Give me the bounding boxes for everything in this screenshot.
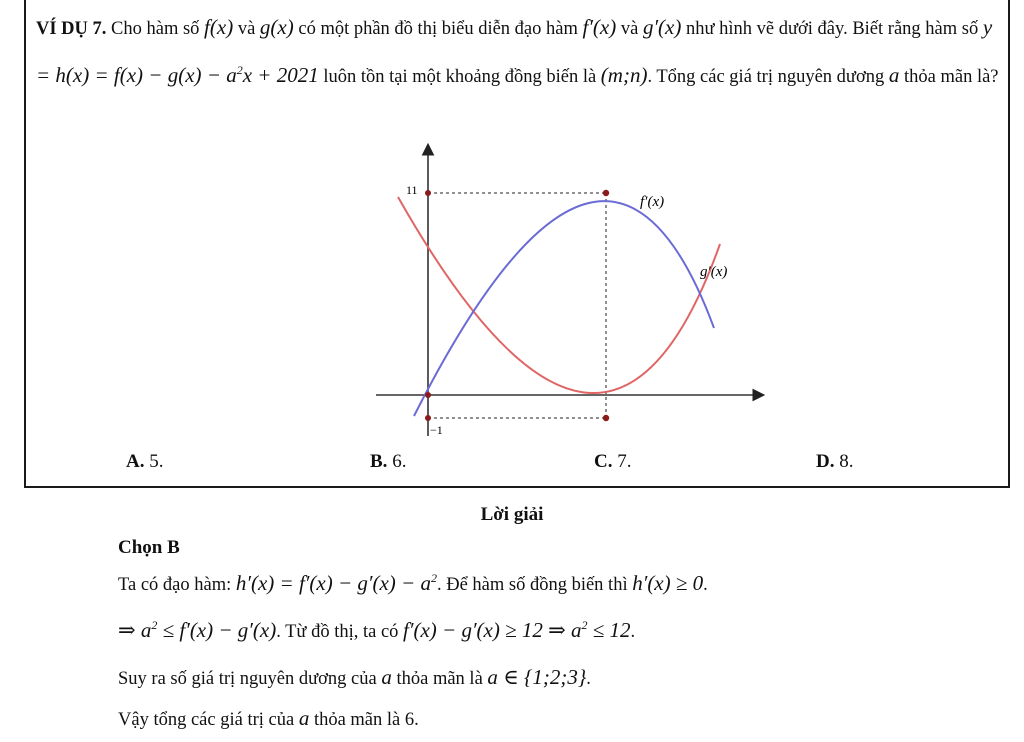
problem-label: VÍ DỤ 7. [36,19,107,39]
choice-a[interactable]: A. 5. [126,451,164,472]
label-g-prime: g′(x) [700,264,728,280]
solution-line-4: Vậy tổng các giá trị của a thỏa mãn là 6. [118,706,419,730]
label-11: 11 [406,183,418,197]
label-f-prime: f′(x) [640,194,665,210]
point-f-max [603,190,609,196]
solution-line-1: Ta có đạo hàm: $h'(x) = f'(x) - g'(x) - a^2$. Để hàm số đồng biến thì h′(x) ≥ 0. [118,571,708,595]
choice-c[interactable]: C. 7. [594,451,632,472]
solution-line-3: Suy ra số giá trị nguyên dương của a thỏa mãn là a ∈ {1;2;3}. [118,665,591,689]
h-definition: $y = h(x) = f(x) - g(x) - a^2x + 2021$ [36,15,993,87]
g-prime-curve [398,197,720,393]
point-g-min [603,415,609,421]
point-neg1-axis [425,415,431,421]
chosen-answer: Chọn B [118,537,180,558]
choice-b[interactable]: B. 6. [370,451,407,472]
f-prime-curve [414,201,714,416]
point-11-axis [425,190,431,196]
choice-d[interactable]: D. 8. [816,451,854,472]
problem-statement: VÍ DỤ 7. Cho hàm số f(x) và g(x) có một phần đồ thị biểu diễn đạo hàm f′(x) và g′(x) như hình vẽ dưới đây. Biết rằng hàm số $y = h(x) = f(x) - g(x) - a^2x + 2021$ luôn tồn tại một khoảng đồng biến là (m;n). Tổng các giá trị nguyên dương a thỏa mãn là? [36,15,999,87]
label-neg1: −1 [430,423,443,436]
point-origin [425,392,431,398]
solution-line-2: ⇒ $a^2 \le f'(x) - g'(x)$. Từ đồ thị, ta có f′(x) − g′(x) ≥ 12 ⇒ $a^2 \le 12$. [118,618,636,642]
derivative-graph [340,136,770,436]
solution-title: Lời giải [480,504,544,525]
